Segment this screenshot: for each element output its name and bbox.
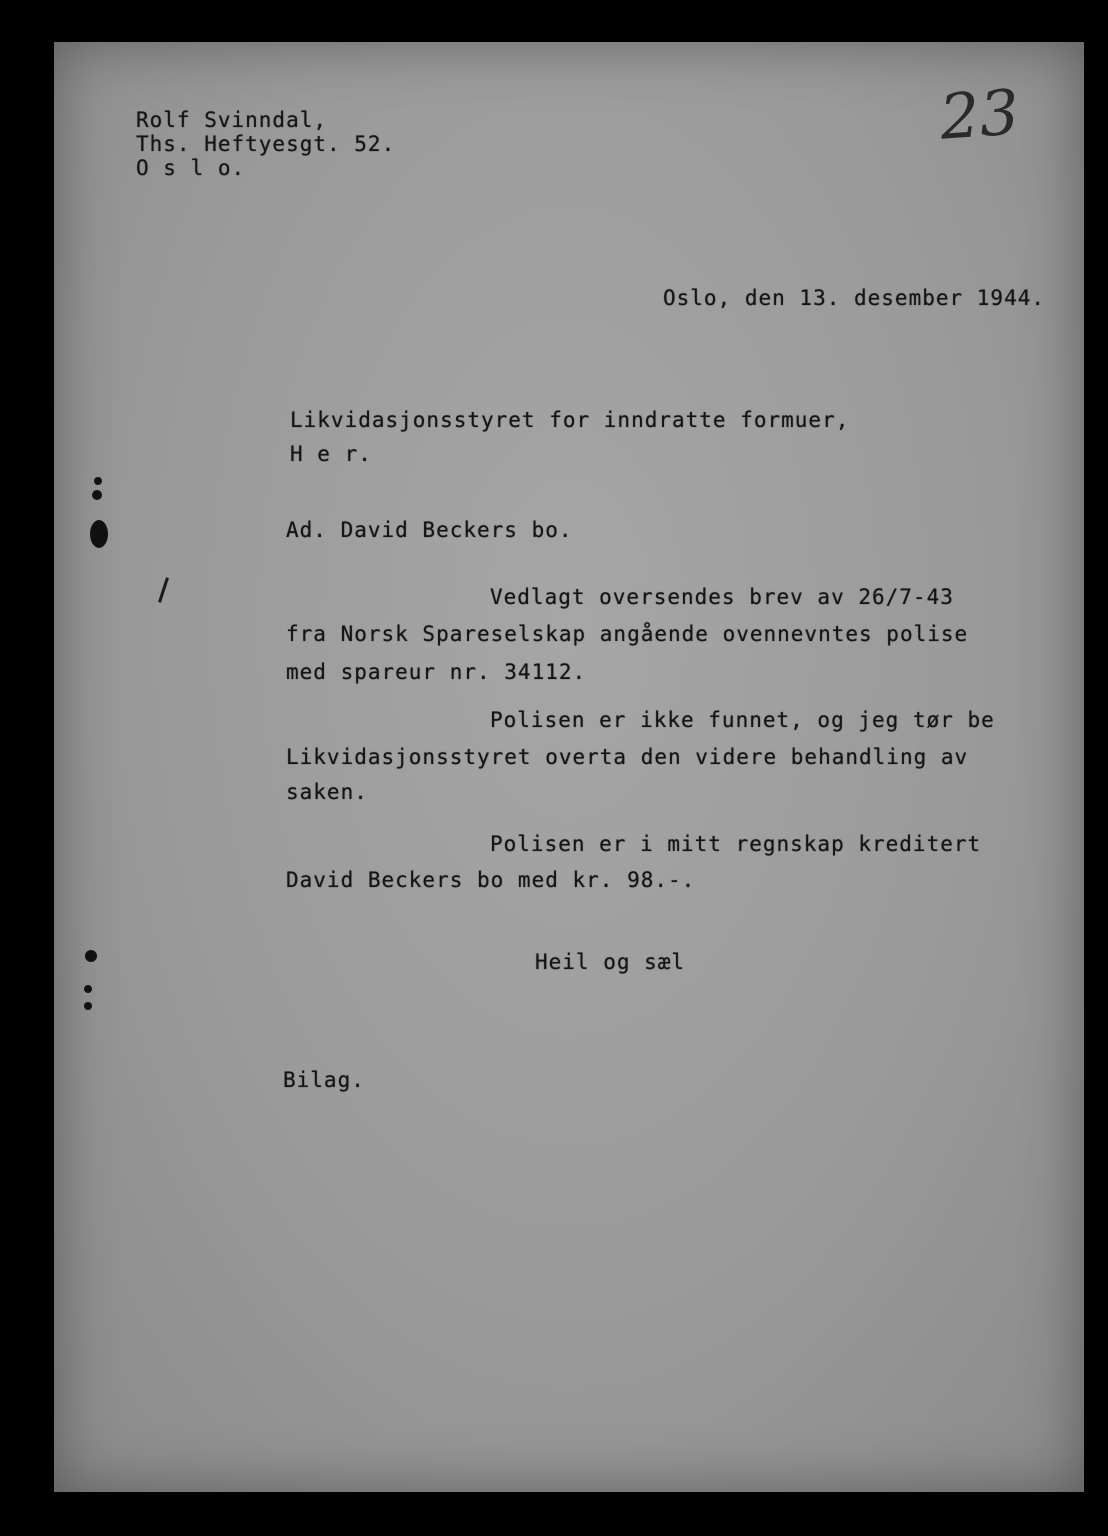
- punch-hole: [90, 520, 108, 548]
- recipient-name: Likvidasjonsstyret for inndratte formuer,: [290, 408, 850, 432]
- punch-mark: [84, 1002, 92, 1010]
- sender-street: Ths. Heftyesgt. 52.: [136, 132, 396, 156]
- body-line: fra Norsk Spareselskap angående ovennevntes polise: [286, 622, 969, 646]
- sender-city: O s l o.: [136, 156, 246, 180]
- punch-mark: [85, 950, 97, 962]
- punch-mark: [84, 985, 92, 993]
- closing-greeting: Heil og sæl: [535, 950, 686, 974]
- body-line: David Beckers bo med kr. 98.-.: [286, 868, 696, 892]
- handwritten-page-number: 23: [937, 75, 1022, 154]
- sender-name: Rolf Svinndal,: [136, 108, 328, 132]
- body-line: Polisen er i mitt regnskap kreditert: [490, 832, 982, 856]
- body-line: saken.: [286, 780, 368, 804]
- body-line: med spareur nr. 34112.: [286, 660, 587, 684]
- punch-mark: [92, 490, 102, 500]
- body-line: Likvidasjonsstyret overta den videre behandling av: [286, 745, 969, 769]
- body-line: Vedlagt oversendes brev av 26/7-43: [490, 585, 954, 609]
- punch-mark: [94, 477, 102, 485]
- enclosure-note: Bilag.: [283, 1068, 365, 1092]
- subject-line: Ad. David Beckers bo.: [286, 518, 573, 542]
- recipient-location: H e r.: [290, 442, 372, 466]
- date-line: Oslo, den 13. desember 1944.: [663, 286, 1046, 310]
- body-line: Polisen er ikke funnet, og jeg tør be: [490, 708, 995, 732]
